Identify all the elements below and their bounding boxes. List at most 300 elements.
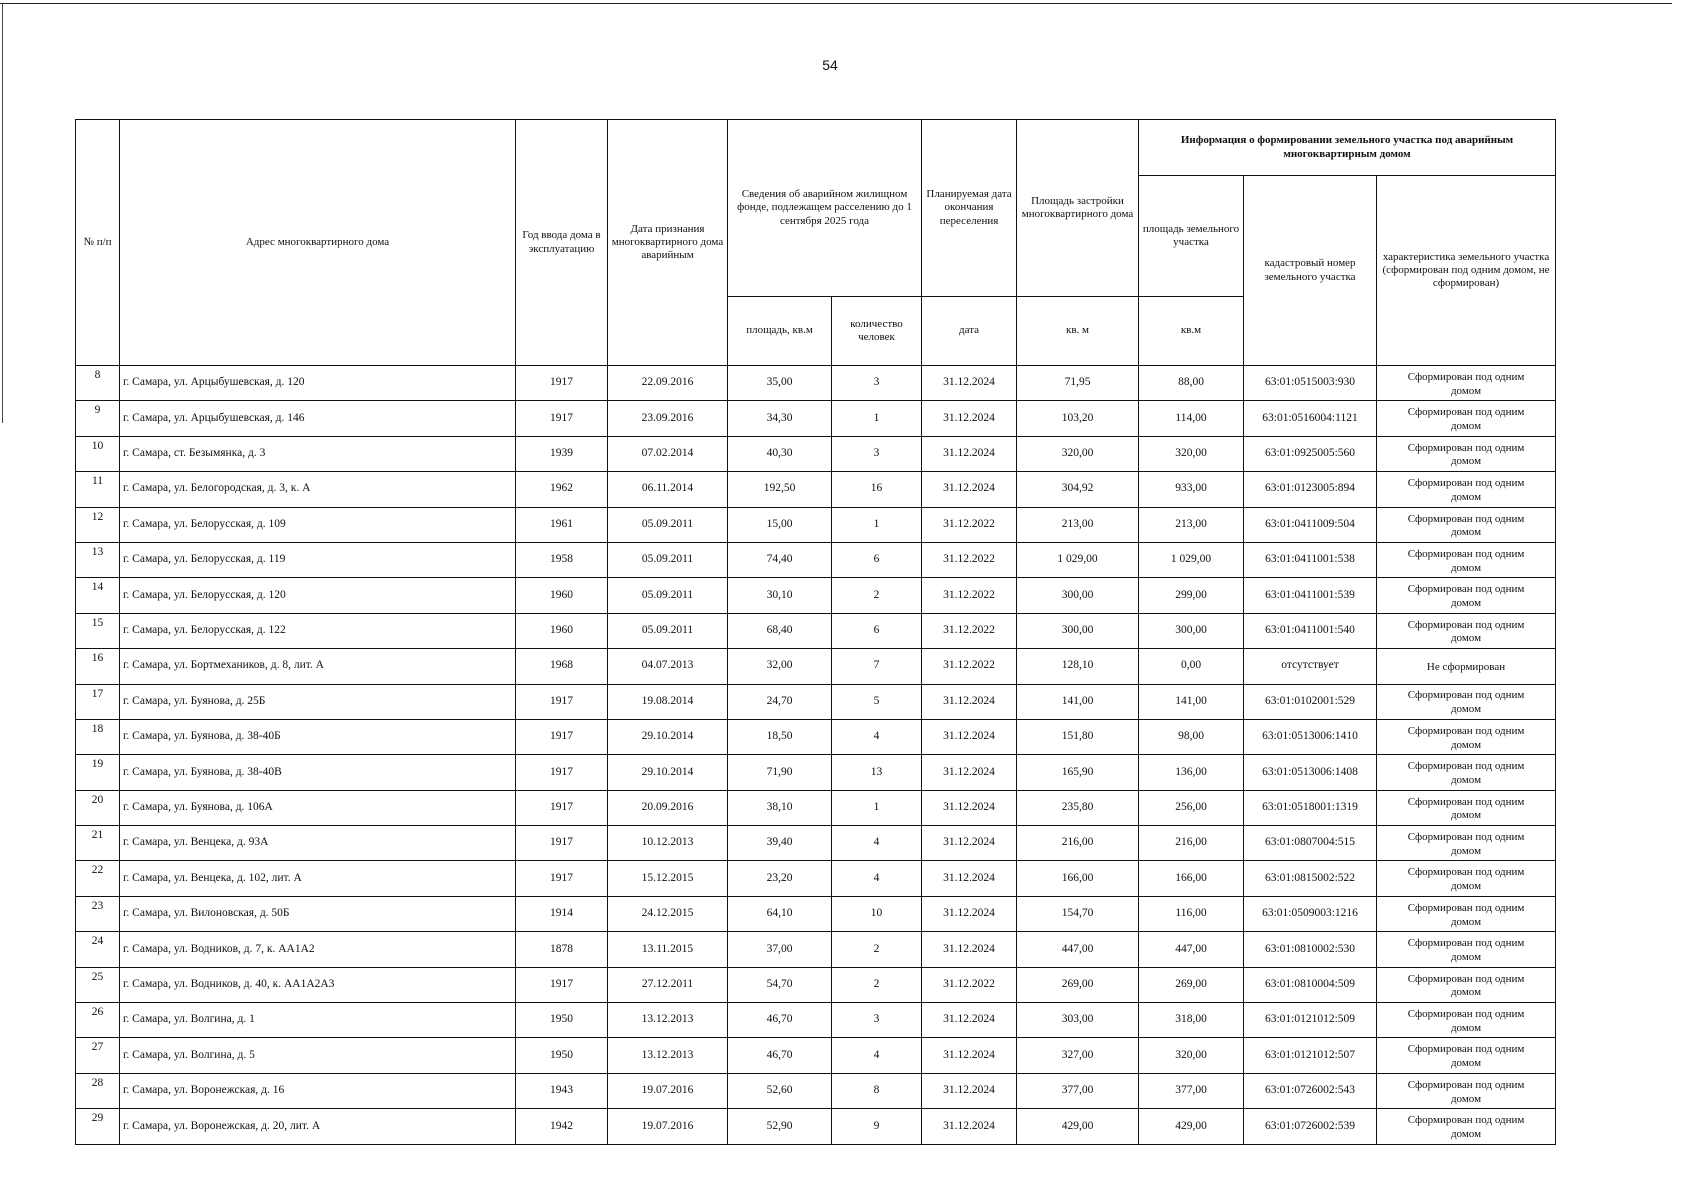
cell-recognition-date: 13.12.2013 <box>608 1038 728 1073</box>
cell-planned-date: 31.12.2022 <box>922 613 1017 648</box>
cell-num: 14 <box>76 578 120 613</box>
cell-num: 19 <box>76 755 120 790</box>
header-land-group: Информация о формировании земельного участка под аварийным многоквартирным домом <box>1139 120 1556 176</box>
cell-cadastral: 63:01:0121012:507 <box>1244 1038 1377 1073</box>
cell-built-area: 151,80 <box>1017 719 1139 754</box>
cell-land-area: 116,00 <box>1139 896 1244 931</box>
cell-land-status <box>1377 613 1556 648</box>
cell-recognition-date: 05.09.2011 <box>608 542 728 577</box>
cell-planned-date: 31.12.2022 <box>922 507 1017 542</box>
cell-fund-area: 46,70 <box>728 1038 832 1073</box>
cell-fund-people: 2 <box>832 932 922 967</box>
cell-num: 21 <box>76 826 120 861</box>
cell-address: г. Самара, ул. Белогородская, д. 3, к. А <box>120 472 516 507</box>
cell-cadastral: 63:01:0411001:538 <box>1244 542 1377 577</box>
land-status-line-1: Сформирован под одним <box>1407 866 1525 879</box>
cell-year: 1917 <box>516 755 608 790</box>
land-status-line-2: домом <box>1450 703 1482 716</box>
table-row <box>76 649 1556 684</box>
cell-built-area: 300,00 <box>1017 578 1139 613</box>
cell-fund-people: 13 <box>832 755 922 790</box>
cell-built-area: 320,00 <box>1017 436 1139 471</box>
land-status-line-1: Сформирован под одним <box>1407 618 1525 631</box>
land-status-line-1: Сформирован под одним <box>1407 724 1525 737</box>
cell-fund-area: 32,00 <box>728 649 832 684</box>
cell-recognition-date: 23.09.2016 <box>608 401 728 436</box>
cell-num: 27 <box>76 1038 120 1073</box>
cell-land-area: 300,00 <box>1139 613 1244 648</box>
cell-fund-people: 9 <box>832 1109 922 1144</box>
cell-planned-date: 31.12.2024 <box>922 1109 1017 1144</box>
cell-fund-area: 39,40 <box>728 826 832 861</box>
cell-recognition-date: 10.12.2013 <box>608 826 728 861</box>
table-row <box>76 613 1556 648</box>
cell-land-area: 299,00 <box>1139 578 1244 613</box>
cell-address: г. Самара, ул. Арцыбушевская, д. 120 <box>120 366 516 401</box>
cell-year: 1960 <box>516 578 608 613</box>
cell-recognition-date: 20.09.2016 <box>608 790 728 825</box>
cell-fund-people: 4 <box>832 719 922 754</box>
cell-built-area: 216,00 <box>1017 826 1139 861</box>
cell-year: 1917 <box>516 401 608 436</box>
cell-num: 22 <box>76 861 120 896</box>
cell-fund-people: 2 <box>832 967 922 1002</box>
cell-planned-date: 31.12.2022 <box>922 967 1017 1002</box>
cell-land-area: 318,00 <box>1139 1003 1244 1038</box>
cell-built-area: 1 029,00 <box>1017 542 1139 577</box>
cell-address: г. Самара, ул. Буянова, д. 38-40Б <box>120 719 516 754</box>
cell-planned-date: 31.12.2024 <box>922 1038 1017 1073</box>
cell-cadastral: 63:01:0411001:540 <box>1244 613 1377 648</box>
cell-land-area: 166,00 <box>1139 861 1244 896</box>
cell-fund-people: 4 <box>832 1038 922 1073</box>
header-land-area: площадь земельного участка <box>1139 176 1244 297</box>
cell-fund-area: 38,10 <box>728 790 832 825</box>
land-status-line-2: домом <box>1450 1057 1482 1070</box>
land-status-line-2: домом <box>1450 880 1482 893</box>
cell-year: 1962 <box>516 472 608 507</box>
cell-fund-people: 4 <box>832 861 922 896</box>
cell-fund-area: 15,00 <box>728 507 832 542</box>
cell-recognition-date: 13.11.2015 <box>608 932 728 967</box>
cell-recognition-date: 22.09.2016 <box>608 366 728 401</box>
cell-recognition-date: 19.07.2016 <box>608 1109 728 1144</box>
land-status-line-1: Сформирован под одним <box>1407 937 1525 950</box>
cell-planned-date: 31.12.2024 <box>922 436 1017 471</box>
cell-fund-people: 6 <box>832 542 922 577</box>
cell-recognition-date: 15.12.2015 <box>608 861 728 896</box>
cell-address: г. Самара, ул. Бортмехаников, д. 8, лит. А <box>120 649 516 684</box>
cell-address: г. Самара, ул. Буянова, д. 25Б <box>120 684 516 719</box>
cell-year: 1917 <box>516 684 608 719</box>
land-status-line-1: Сформирован под одним <box>1407 441 1525 454</box>
land-status-line-1: Сформирован под одним <box>1407 689 1525 702</box>
cell-address: г. Самара, ул. Белорусская, д. 109 <box>120 507 516 542</box>
cell-address: г. Самара, ул. Воронежская, д. 20, лит. А <box>120 1109 516 1144</box>
cell-cadastral: 63:01:0515003:930 <box>1244 366 1377 401</box>
table-row <box>76 578 1556 613</box>
cell-land-status <box>1377 401 1556 436</box>
cell-address: г. Самара, ул. Волгина, д. 1 <box>120 1003 516 1038</box>
table-row <box>76 826 1556 861</box>
emergency-housing-table <box>75 119 1556 1145</box>
cell-land-status <box>1377 755 1556 790</box>
cell-year: 1961 <box>516 507 608 542</box>
cell-fund-area: 52,90 <box>728 1109 832 1144</box>
cell-fund-area: 64,10 <box>728 896 832 931</box>
cell-recognition-date: 07.02.2014 <box>608 436 728 471</box>
header-planned-date: Планируемая дата окончания переселения <box>922 120 1017 297</box>
header-num: № п/п <box>76 120 120 366</box>
header-cadastral: кадастровый номер земельного участка <box>1244 176 1377 366</box>
cell-cadastral: 63:01:0411001:539 <box>1244 578 1377 613</box>
cell-land-status <box>1377 719 1556 754</box>
cell-land-area: 933,00 <box>1139 472 1244 507</box>
cell-built-area: 235,80 <box>1017 790 1139 825</box>
cell-address: г. Самара, ул. Водников, д. 7, к. АА1А2 <box>120 932 516 967</box>
cell-num: 26 <box>76 1003 120 1038</box>
cell-address: г. Самара, ст. Безымянка, д. 3 <box>120 436 516 471</box>
header-fund-people: количество человек <box>832 297 922 366</box>
table-body <box>76 366 1556 1145</box>
cell-num: 23 <box>76 896 120 931</box>
cell-planned-date: 31.12.2024 <box>922 1073 1017 1108</box>
cell-recognition-date: 29.10.2014 <box>608 719 728 754</box>
table-row <box>76 401 1556 436</box>
cell-built-area: 304,92 <box>1017 472 1139 507</box>
cell-year: 1942 <box>516 1109 608 1144</box>
cell-address: г. Самара, ул. Белорусская, д. 119 <box>120 542 516 577</box>
land-status-line-2: домом <box>1450 1021 1482 1034</box>
cell-land-status <box>1377 1073 1556 1108</box>
cell-planned-date: 31.12.2024 <box>922 472 1017 507</box>
cell-land-status <box>1377 1003 1556 1038</box>
cell-land-status <box>1377 507 1556 542</box>
cell-address: г. Самара, ул. Белорусская, д. 120 <box>120 578 516 613</box>
cell-cadastral: 63:01:0516004:1121 <box>1244 401 1377 436</box>
land-status-line-1: Сформирован под одним <box>1407 831 1525 844</box>
header-land-area-sub: кв.м <box>1139 297 1244 366</box>
cell-num: 8 <box>76 366 120 401</box>
cell-num: 10 <box>76 436 120 471</box>
cell-land-status <box>1377 826 1556 861</box>
cell-address: г. Самара, ул. Буянова, д. 38-40В <box>120 755 516 790</box>
cell-land-area: 98,00 <box>1139 719 1244 754</box>
cell-cadastral: 63:01:0810004:509 <box>1244 967 1377 1002</box>
cell-land-status <box>1377 684 1556 719</box>
cell-fund-area: 30,10 <box>728 578 832 613</box>
land-status-line-1: Сформирован под одним <box>1407 512 1525 525</box>
cell-recognition-date: 27.12.2011 <box>608 967 728 1002</box>
cell-cadastral: 63:01:0810002:530 <box>1244 932 1377 967</box>
cell-recognition-date: 05.09.2011 <box>608 507 728 542</box>
cell-land-status <box>1377 861 1556 896</box>
cell-num: 25 <box>76 967 120 1002</box>
land-status-line-1: Сформирован под одним <box>1407 901 1525 914</box>
table-row <box>76 684 1556 719</box>
cell-land-area: 136,00 <box>1139 755 1244 790</box>
cell-built-area: 327,00 <box>1017 1038 1139 1073</box>
cell-address: г. Самара, ул. Волгина, д. 5 <box>120 1038 516 1073</box>
cell-fund-people: 5 <box>832 684 922 719</box>
cell-planned-date: 31.12.2024 <box>922 684 1017 719</box>
land-status-line-1: Сформирован под одним <box>1407 1114 1525 1127</box>
cell-fund-area: 40,30 <box>728 436 832 471</box>
cell-num: 17 <box>76 684 120 719</box>
cell-fund-people: 1 <box>832 507 922 542</box>
cell-land-area: 141,00 <box>1139 684 1244 719</box>
scan-edge-top <box>0 3 1672 4</box>
cell-num: 16 <box>76 649 120 684</box>
cell-built-area: 154,70 <box>1017 896 1139 931</box>
cell-cadastral: 63:01:0807004:515 <box>1244 826 1377 861</box>
cell-cadastral: 63:01:0815002:522 <box>1244 861 1377 896</box>
cell-year: 1950 <box>516 1003 608 1038</box>
cell-year: 1917 <box>516 826 608 861</box>
cell-address: г. Самара, ул. Белорусская, д. 122 <box>120 613 516 648</box>
land-status-line-1: Сформирован под одним <box>1407 1007 1525 1020</box>
cell-fund-area: 192,50 <box>728 472 832 507</box>
cell-recognition-date: 04.07.2013 <box>608 649 728 684</box>
cell-land-status <box>1377 1109 1556 1144</box>
cell-planned-date: 31.12.2024 <box>922 366 1017 401</box>
cell-recognition-date: 24.12.2015 <box>608 896 728 931</box>
cell-planned-date: 31.12.2024 <box>922 401 1017 436</box>
cell-year: 1917 <box>516 861 608 896</box>
cell-planned-date: 31.12.2024 <box>922 1003 1017 1038</box>
cell-land-area: 269,00 <box>1139 967 1244 1002</box>
cell-address: г. Самара, ул. Воронежская, д. 16 <box>120 1073 516 1108</box>
land-status-line-2: домом <box>1450 915 1482 928</box>
table-row <box>76 1073 1556 1108</box>
land-status-line-2: домом <box>1450 773 1482 786</box>
cell-year: 1917 <box>516 790 608 825</box>
land-status-line-2: домом <box>1450 420 1482 433</box>
cell-num: 13 <box>76 542 120 577</box>
land-status-line-1: Сформирован под одним <box>1407 477 1525 490</box>
page-number: 54 <box>822 57 838 73</box>
land-status-line-2: домом <box>1450 526 1482 539</box>
cell-cadastral: 63:01:0925005:560 <box>1244 436 1377 471</box>
land-status-line-2: домом <box>1450 950 1482 963</box>
cell-land-area: 216,00 <box>1139 826 1244 861</box>
cell-num: 28 <box>76 1073 120 1108</box>
header-planned-date-sub: дата <box>922 297 1017 366</box>
cell-num: 15 <box>76 613 120 648</box>
cell-built-area: 71,95 <box>1017 366 1139 401</box>
cell-land-status <box>1377 896 1556 931</box>
table-row <box>76 472 1556 507</box>
cell-year: 1878 <box>516 932 608 967</box>
cell-built-area: 103,20 <box>1017 401 1139 436</box>
cell-year: 1914 <box>516 896 608 931</box>
cell-year: 1917 <box>516 719 608 754</box>
cell-year: 1917 <box>516 366 608 401</box>
cell-address: г. Самара, ул. Вилоновская, д. 50Б <box>120 896 516 931</box>
cell-built-area: 128,10 <box>1017 649 1139 684</box>
cell-year: 1943 <box>516 1073 608 1108</box>
cell-recognition-date: 19.08.2014 <box>608 684 728 719</box>
cell-land-area: 377,00 <box>1139 1073 1244 1108</box>
cell-built-area: 377,00 <box>1017 1073 1139 1108</box>
cell-recognition-date: 19.07.2016 <box>608 1073 728 1108</box>
cell-land-status <box>1377 932 1556 967</box>
cell-fund-area: 18,50 <box>728 719 832 754</box>
table-row <box>76 436 1556 471</box>
cell-recognition-date: 05.09.2011 <box>608 613 728 648</box>
land-status-line-2: домом <box>1450 738 1482 751</box>
cell-planned-date: 31.12.2024 <box>922 790 1017 825</box>
cell-fund-area: 46,70 <box>728 1003 832 1038</box>
cell-year: 1960 <box>516 613 608 648</box>
cell-address: г. Самара, ул. Венцека, д. 102, лит. А <box>120 861 516 896</box>
header-land-status: характеристика земельного участка (сформирован под одним домом, не сформирован) <box>1377 176 1556 366</box>
cell-planned-date: 31.12.2022 <box>922 542 1017 577</box>
table-row <box>76 755 1556 790</box>
header-address: Адрес многоквартирного дома <box>120 120 516 366</box>
header-built-area-sub: кв. м <box>1017 297 1139 366</box>
land-status-line-2: домом <box>1450 632 1482 645</box>
land-status-line-1: Сформирован под одним <box>1407 370 1525 383</box>
cell-cadastral: 63:01:0123005:894 <box>1244 472 1377 507</box>
cell-fund-area: 54,70 <box>728 967 832 1002</box>
cell-recognition-date: 05.09.2011 <box>608 578 728 613</box>
land-status-line-1: Сформирован под одним <box>1407 760 1525 773</box>
cell-fund-people: 8 <box>832 1073 922 1108</box>
cell-fund-area: 37,00 <box>728 932 832 967</box>
cell-num: 11 <box>76 472 120 507</box>
cell-land-status <box>1377 542 1556 577</box>
land-status-line-1: Сформирован под одним <box>1407 406 1525 419</box>
cell-fund-area: 34,30 <box>728 401 832 436</box>
cell-fund-people: 2 <box>832 578 922 613</box>
cell-year: 1968 <box>516 649 608 684</box>
cell-fund-people: 16 <box>832 472 922 507</box>
cell-land-status <box>1377 436 1556 471</box>
cell-fund-people: 3 <box>832 366 922 401</box>
land-status-line-2: домом <box>1450 1127 1482 1140</box>
cell-built-area: 303,00 <box>1017 1003 1139 1038</box>
cell-land-status <box>1377 578 1556 613</box>
cell-planned-date: 31.12.2024 <box>922 861 1017 896</box>
land-status-line-2: домом <box>1450 455 1482 468</box>
cell-num: 24 <box>76 932 120 967</box>
cell-address: г. Самара, ул. Водников, д. 40, к. АА1А2А3 <box>120 967 516 1002</box>
table-row <box>76 1109 1556 1144</box>
cell-built-area: 165,90 <box>1017 755 1139 790</box>
cell-fund-people: 6 <box>832 613 922 648</box>
land-status-line-2: домом <box>1450 1092 1482 1105</box>
cell-planned-date: 31.12.2022 <box>922 578 1017 613</box>
header-fund-group: Сведения об аварийном жилищном фонде, подлежащем расселению до 1 сентября 2025 года <box>728 120 922 297</box>
table-row <box>76 790 1556 825</box>
cell-cadastral: 63:01:0411009:504 <box>1244 507 1377 542</box>
header-built-area: Площадь застройки многоквартирного дома <box>1017 120 1139 297</box>
cell-address: г. Самара, ул. Арцыбушевская, д. 146 <box>120 401 516 436</box>
cell-cadastral: 63:01:0726002:543 <box>1244 1073 1377 1108</box>
cell-fund-people: 7 <box>832 649 922 684</box>
table-row <box>76 932 1556 967</box>
cell-num: 18 <box>76 719 120 754</box>
cell-fund-people: 3 <box>832 436 922 471</box>
table-row <box>76 507 1556 542</box>
header-fund-area: площадь, кв.м <box>728 297 832 366</box>
table-row <box>76 861 1556 896</box>
cell-fund-area: 23,20 <box>728 861 832 896</box>
cell-num: 29 <box>76 1109 120 1144</box>
cell-num: 9 <box>76 401 120 436</box>
cell-land-status <box>1377 472 1556 507</box>
table-row <box>76 366 1556 401</box>
land-status-line-1: Сформирован под одним <box>1407 972 1525 985</box>
cell-land-status <box>1377 1038 1556 1073</box>
table-row <box>76 719 1556 754</box>
cell-built-area: 300,00 <box>1017 613 1139 648</box>
cell-num: 20 <box>76 790 120 825</box>
cell-land-status <box>1377 366 1556 401</box>
cell-planned-date: 31.12.2024 <box>922 755 1017 790</box>
cell-land-area: 0,00 <box>1139 649 1244 684</box>
table-row <box>76 967 1556 1002</box>
cell-cadastral: 63:01:0513006:1408 <box>1244 755 1377 790</box>
cell-planned-date: 31.12.2024 <box>922 896 1017 931</box>
cell-fund-area: 74,40 <box>728 542 832 577</box>
cell-num: 12 <box>76 507 120 542</box>
cell-planned-date: 31.12.2024 <box>922 932 1017 967</box>
table-row <box>76 542 1556 577</box>
cell-fund-people: 4 <box>832 826 922 861</box>
cell-built-area: 269,00 <box>1017 967 1139 1002</box>
land-status-line-1: Не сформирован <box>1426 660 1506 673</box>
cell-land-area: 429,00 <box>1139 1109 1244 1144</box>
land-status-line-1: Сформирован под одним <box>1407 795 1525 808</box>
land-status-line-2: домом <box>1450 597 1482 610</box>
land-status-line-2: домом <box>1450 384 1482 397</box>
land-status-line-2: домом <box>1450 986 1482 999</box>
cell-fund-area: 68,40 <box>728 613 832 648</box>
cell-fund-area: 52,60 <box>728 1073 832 1108</box>
cell-land-status <box>1377 649 1556 684</box>
cell-planned-date: 31.12.2024 <box>922 719 1017 754</box>
table-row <box>76 1038 1556 1073</box>
land-status-line-1: Сформирован под одним <box>1407 1043 1525 1056</box>
cell-cadastral: 63:01:0726002:539 <box>1244 1109 1377 1144</box>
cell-address: г. Самара, ул. Буянова, д. 106А <box>120 790 516 825</box>
land-status-line-2: домом <box>1450 809 1482 822</box>
cell-fund-people: 10 <box>832 896 922 931</box>
land-status-line-2: домом <box>1450 561 1482 574</box>
land-status-line-1: Сформирован под одним <box>1407 547 1525 560</box>
cell-land-area: 256,00 <box>1139 790 1244 825</box>
cell-recognition-date: 13.12.2013 <box>608 1003 728 1038</box>
land-status-line-1: Сформирован под одним <box>1407 583 1525 596</box>
header-year: Год ввода дома в эксплуатацию <box>516 120 608 366</box>
cell-fund-area: 35,00 <box>728 366 832 401</box>
cell-land-status <box>1377 790 1556 825</box>
cell-year: 1950 <box>516 1038 608 1073</box>
cell-cadastral: 63:01:0518001:1319 <box>1244 790 1377 825</box>
cell-land-area: 114,00 <box>1139 401 1244 436</box>
header-recognition-date: Дата признания многоквартирного дома аварийным <box>608 120 728 366</box>
cell-built-area: 429,00 <box>1017 1109 1139 1144</box>
land-status-line-2: домом <box>1450 490 1482 503</box>
cell-cadastral: отсутствует <box>1244 649 1377 684</box>
cell-cadastral: 63:01:0121012:509 <box>1244 1003 1377 1038</box>
cell-fund-people: 1 <box>832 401 922 436</box>
cell-land-area: 320,00 <box>1139 1038 1244 1073</box>
cell-built-area: 447,00 <box>1017 932 1139 967</box>
cell-land-area: 88,00 <box>1139 366 1244 401</box>
